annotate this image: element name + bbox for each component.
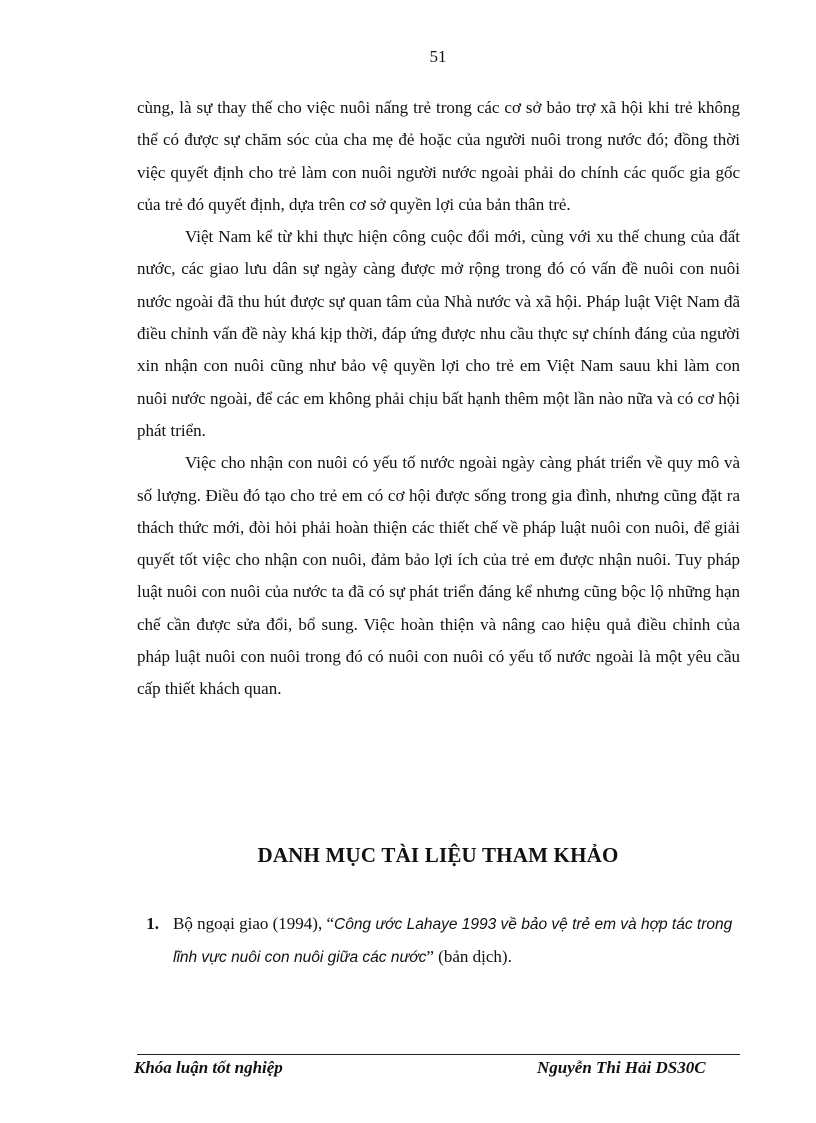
body-text (137, 92, 740, 706)
reference-suffix: ” (bản dịch). (426, 947, 512, 967)
paragraph-continuation: cùng, là sự thay thế cho việc nuôi nấng trẻ trong các cơ sở bảo trợ xã hội khi trẻ không thể có được sự chăm sóc của cha mẹ đẻ hoặc của người nuôi trong nước đó; đồng thời việc quyết định cho trẻ làm con nuôi người nước ngoài phải do chính các quốc gia gốc của trẻ đó quyết định, dựa trên cơ sở quyền lợi của bản thân trẻ. (137, 98, 740, 214)
references-title: DANH MỤC TÀI LIỆU THAM KHẢO (257, 843, 619, 867)
page-number: 51 (429, 47, 447, 66)
footer-thesis-label: Khóa luận tốt nghiệp (134, 1058, 283, 1077)
reference-text (173, 908, 740, 975)
paragraph-adoption-development: Việc cho nhận con nuôi có yếu tố nước ngoài ngày càng phát triển về quy mô và số lượng. Điều đó tạo cho trẻ em có cơ hội được sống trong gia đình, nhưng cũng đặt ra thách thức mới, đòi hỏi phải hoàn thiện các thiết chế về pháp luật nuôi con nuôi, để giải quyết tốt việc cho nhận con nuôi, đảm bảo lợi ích của trẻ em được nhận nuôi. Tuy pháp luật nuôi con nuôi của nước ta đã có sự phát triển đáng kể nhưng cũng bộc lộ những hạn chế cần được sửa đổi, bổ sung. Việc hoàn thiện và nâng cao hiệu quả điều chỉnh của pháp luật nuôi con nuôi trong đó có nuôi con nuôi có yếu tố nước ngoài là một yêu cầu cấp thiết khách quan. (137, 453, 740, 699)
footer-author: Nguyễn Thi Hải DS30C (537, 1058, 706, 1077)
reference-title: Công ước Lahaye 1993 về bảo vệ trẻ em và hợp tác trong lĩnh vực nuôi con nuôi giữa các nước (173, 916, 733, 967)
reference-item (137, 908, 740, 975)
footer-divider (137, 1054, 740, 1055)
reference-number: 1. (146, 914, 159, 933)
reference-list (137, 908, 740, 975)
paragraph-vietnam-reform: Việt Nam kể từ khi thực hiện công cuộc đổi mới, cùng với xu thế chung của đất nước, các giao lưu dân sự ngày càng được mở rộng trong đó có vấn đề nuôi con nuôi nước ngoài đã thu hút được sự quan tâm của Nhà nước và xã hội. Pháp luật Việt Nam đã điều chỉnh vấn đề này khá kịp thời, đáp ứng được nhu cầu thực sự chính đáng của người xin nhận con nuôi cũng như bảo vệ quyền lợi cho trẻ em Việt Nam sauu khi làm con nuôi nước ngoài, để các em không phải chịu bất hạnh thêm một lần nào nữa và có cơ hội phát triển. (137, 227, 740, 440)
reference-prefix: Bộ ngoại giao (1994), “ (173, 914, 334, 933)
